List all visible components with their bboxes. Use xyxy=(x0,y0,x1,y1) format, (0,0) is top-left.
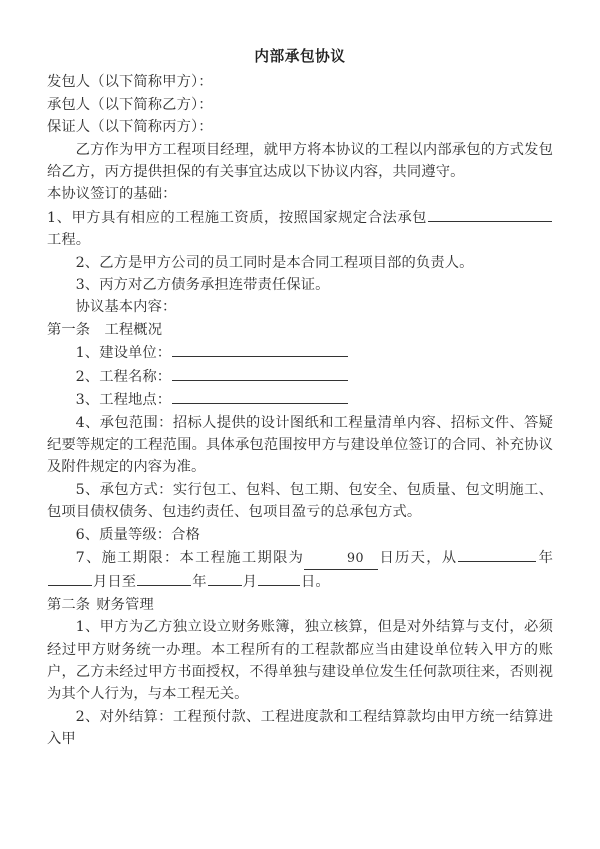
article-1-item-7-label: 施工期限： xyxy=(101,549,180,566)
article-1-item-5-prefix: 5、 xyxy=(75,481,100,498)
basis-item-1 xyxy=(47,206,553,252)
article-1-item-6-prefix: 6、 xyxy=(75,526,100,543)
建设单位-input-blank[interactable] xyxy=(172,341,348,357)
party-line-保证人: 保证人（以下简称丙方）： xyxy=(47,119,213,136)
article-1-item-2 xyxy=(47,365,553,388)
article-1-item-4-prefix: 4、 xyxy=(75,414,100,431)
article-1-item-6-body: 合格 xyxy=(171,526,200,543)
article-1-item-3-label: 工程地点： xyxy=(99,392,172,409)
article-2-item-2 xyxy=(47,706,553,751)
竣工-日-unit: 日。 xyxy=(301,574,330,591)
开工-月-unit: 月 xyxy=(93,574,108,591)
article-2-item-1-body: 甲方为乙方独立设立财务账簿，独立核算，但是对外结算与支付，必须经过甲方财务统一办理。本工程所有的工程款都应当由建设单位转入甲方的账户，乙方未经过甲方书面授权，不得单独与建设单位发生任何款项往来，否则视为其个人行为，与本工程无关。 xyxy=(47,619,553,703)
article-1-item-7-prefix: 7、 xyxy=(75,549,102,566)
basis-item-1-prefix: 1、 xyxy=(47,209,72,226)
竣工-月-blank[interactable] xyxy=(208,570,242,586)
basis-item-1-text: 甲方具有相应的工程施工资质，按照国家规定合法承包 xyxy=(71,209,427,226)
开工-月-blank[interactable] xyxy=(48,570,92,586)
article-1-item-6-label: 质量等级： xyxy=(99,526,172,543)
basis-item-2 xyxy=(47,252,553,274)
article-1-item-1-label: 建设单位： xyxy=(99,345,172,362)
content-heading: 协议基本内容： xyxy=(75,299,177,316)
竣工-年-blank[interactable] xyxy=(137,570,191,586)
article-1-number: 第一条 xyxy=(47,321,91,338)
article-2-item-2-body: 工程预付款、工程进度款和工程结算款均由甲方统一结算进入甲 xyxy=(47,708,553,748)
document-title: 内部承包协议 xyxy=(254,48,346,65)
article-2-heading xyxy=(47,594,553,616)
article-1-item-5-label: 承包方式： xyxy=(99,481,173,498)
施工期限-seg2: 日历天，从 xyxy=(378,549,458,566)
工程地点-input-blank[interactable] xyxy=(172,388,348,404)
party-line-发包人: 发包人（以下简称甲方）： xyxy=(47,74,213,91)
basis-item-3-text: 丙方对乙方债务承担连带责任保证。 xyxy=(99,277,330,294)
施工期限-days-field[interactable]: 90 xyxy=(304,547,378,570)
article-2-name: 财务管理 xyxy=(96,596,154,613)
article-1-item-4-label: 承包范围： xyxy=(99,414,173,431)
article-1-item-3-prefix: 3、 xyxy=(75,392,100,409)
article-1-item-1 xyxy=(47,341,553,364)
article-1-item-1-prefix: 1、 xyxy=(75,345,100,362)
basis-heading: 本协议签订的基础： xyxy=(47,186,177,203)
article-1-item-3 xyxy=(47,388,553,411)
basis-item-3-prefix: 3、 xyxy=(75,277,100,294)
article-2-item-1 xyxy=(47,616,553,706)
施工期限-seg1: 本工程施工期限为 xyxy=(179,549,305,566)
竣工-月-unit: 月 xyxy=(242,574,258,591)
article-1-item-4-body: 招标人提供的设计图纸和工程量清单内容、招标文件、答疑纪要等规定的工程范围。具体承包范围按甲方与建设单位签订的合同、补充协议及附件规定的内容为准。 xyxy=(47,414,553,476)
竣工-日-blank[interactable] xyxy=(258,570,300,586)
article-1-name: 工程概况 xyxy=(104,321,163,338)
开工-年-blank[interactable] xyxy=(458,546,536,562)
article-1-heading xyxy=(47,319,553,341)
article-1-item-5-body: 实行包工、包料、包工期、包安全、包质量、包文明施工、包项目债权债务、包违约责任、包项目盈亏的总承包方式。 xyxy=(47,481,553,521)
article-2-item-2-prefix: 2、 xyxy=(75,708,100,725)
basis-item-2-prefix: 2、 xyxy=(75,254,100,271)
article-1-item-2-prefix: 2、 xyxy=(75,368,100,385)
article-1-item-4 xyxy=(47,412,553,479)
basis-item-1-blank[interactable] xyxy=(428,206,552,222)
basis-item-3 xyxy=(47,274,553,296)
article-1-item-7 xyxy=(47,546,553,594)
basis-item-1-suffix: 工程。 xyxy=(47,232,91,249)
basis-item-2-text: 乙方是甲方公司的员工同时是本合同工程项目部的负责人。 xyxy=(99,254,474,271)
工程名称-input-blank[interactable] xyxy=(172,365,348,381)
article-2-item-1-prefix: 1、 xyxy=(75,619,100,636)
article-2-item-2-label: 对外结算： xyxy=(99,708,173,725)
施工期限-seg3: 日至 xyxy=(107,574,137,591)
article-2-number: 第二条 xyxy=(47,596,91,613)
article-1-item-5 xyxy=(47,479,553,524)
preamble-paragraph: 乙方作为甲方工程项目经理，就甲方将本协议的工程以内部承包的方式发包给乙方，丙方提供担保的有关事宜达成以下协议内容，共同遵守。 xyxy=(47,141,553,181)
竣工-年-unit: 年 xyxy=(192,574,207,591)
party-line-承包人: 承包人（以下简称乙方）： xyxy=(47,96,213,113)
开工-年-unit: 年 xyxy=(537,549,554,566)
article-1-item-6 xyxy=(47,524,553,546)
document-body xyxy=(47,46,553,751)
article-1-item-2-label: 工程名称： xyxy=(99,368,172,385)
